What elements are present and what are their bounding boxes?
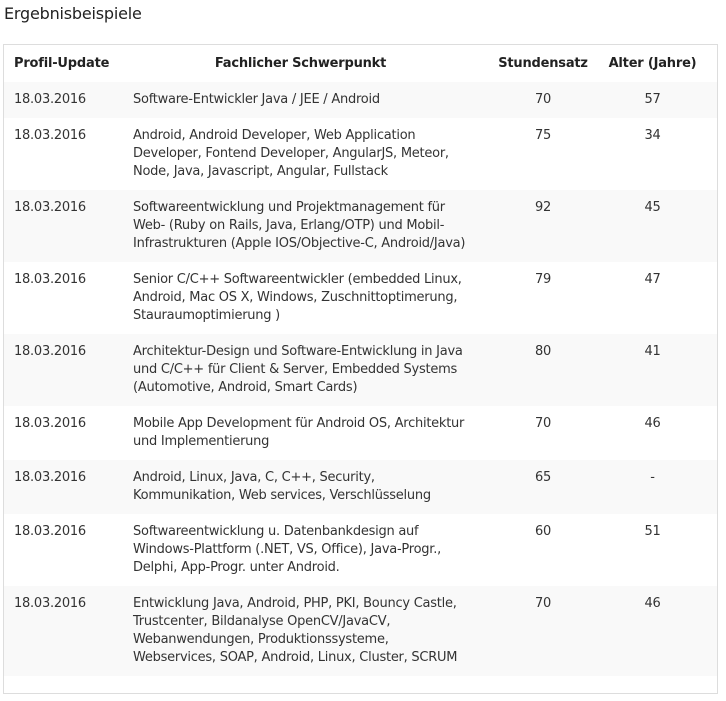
table-row: [4, 406, 717, 460]
section-title: Ergebnisbeispiele: [4, 4, 142, 23]
table-row: [4, 82, 717, 118]
cell-profile-update: 18.03.2016: [14, 524, 86, 539]
table-header: [4, 45, 717, 82]
table-row: [4, 190, 717, 262]
table-row: [4, 460, 717, 514]
cell-focus: Software-Entwickler Java / JEE / Android: [133, 92, 380, 107]
cell-focus: Entwicklung Java, Android, PHP, PKI, Bouncy Castle, Trustcenter, Bildanalyse OpenCV/JavaCV, Webanwendungen, Produktionssysteme, Webservices, SOAP, Android, Linux, Cluster, SCRUM: [133, 596, 458, 665]
cell-profile-update: 18.03.2016: [14, 92, 86, 107]
cell-profile-update: 18.03.2016: [14, 200, 86, 215]
table-row: [4, 586, 717, 676]
cell-profile-update: 18.03.2016: [14, 128, 86, 143]
cell-focus: Architektur-Design und Software-Entwicklung in Java und C/C++ für Client & Server, Embedded Systems (Automotive, Android, Smart Cards): [133, 344, 463, 395]
header-row: [4, 45, 717, 82]
cell-age: 34: [644, 128, 661, 143]
cell-age: 46: [644, 416, 661, 431]
cell-hourly-rate: 92: [534, 200, 552, 215]
cell-hourly-rate: 70: [534, 92, 552, 107]
cell-age: -: [650, 470, 655, 485]
cell-hourly-rate: 65: [534, 470, 552, 485]
column-header-profile-update: Profil-Update: [14, 56, 110, 71]
cell-age: 47: [644, 272, 661, 287]
column-header-age: Alter (Jahre): [608, 56, 697, 71]
results-table-container: [3, 44, 718, 694]
cell-hourly-rate: 70: [534, 596, 552, 611]
cell-focus: Softwareentwicklung u. Datenbankdesign auf Windows-Plattform (.NET, VS, Office), Java-Progr., Delphi, App-Progr. unter Android.: [133, 524, 441, 575]
cell-age: 51: [644, 524, 661, 539]
cell-age: 57: [644, 92, 661, 107]
cell-age: 46: [644, 596, 661, 611]
cell-hourly-rate: 79: [534, 272, 552, 287]
cell-focus: Android, Android Developer, Web Application Developer, Fontend Developer, AngularJS, Meteor, Node, Java, Javascript, Angular, Fullstack: [133, 128, 449, 179]
cell-focus: Android, Linux, Java, C, C++, Security, Kommunikation, Web services, Verschlüsselung: [133, 470, 431, 503]
cell-hourly-rate: 70: [534, 416, 552, 431]
cell-profile-update: 18.03.2016: [14, 596, 86, 611]
cell-profile-update: 18.03.2016: [14, 470, 86, 485]
table-row: [4, 514, 717, 586]
cell-hourly-rate: 60: [534, 524, 552, 539]
cell-profile-update: 18.03.2016: [14, 272, 86, 287]
results-table: [4, 45, 717, 676]
table-row: [4, 118, 717, 190]
column-header-focus: Fachlicher Schwerpunkt: [214, 56, 387, 71]
cell-age: 45: [644, 200, 661, 215]
column-header-hourly-rate: Stundensatz: [498, 56, 588, 71]
cell-profile-update: 18.03.2016: [14, 416, 86, 431]
cell-hourly-rate: 75: [534, 128, 552, 143]
table-row: [4, 262, 717, 334]
cell-age: 41: [644, 344, 661, 359]
cell-hourly-rate: 80: [534, 344, 552, 359]
cell-focus: Senior C/C++ Softwareentwickler (embedded Linux, Android, Mac OS X, Windows, Zuschnittoptimerung, Stauraumoptimierung ): [133, 272, 462, 323]
table-row: [4, 334, 717, 406]
cell-focus: Mobile App Development für Android OS, Architektur und Implementierung: [133, 416, 465, 449]
cell-profile-update: 18.03.2016: [14, 344, 86, 359]
table-body: [4, 82, 717, 676]
cell-focus: Softwareentwicklung und Projektmanagement für Web- (Ruby on Rails, Java, Erlang/OTP) und Mobil-Infrastrukturen (Apple IOS/Objective-C, Android/Java): [133, 200, 466, 251]
